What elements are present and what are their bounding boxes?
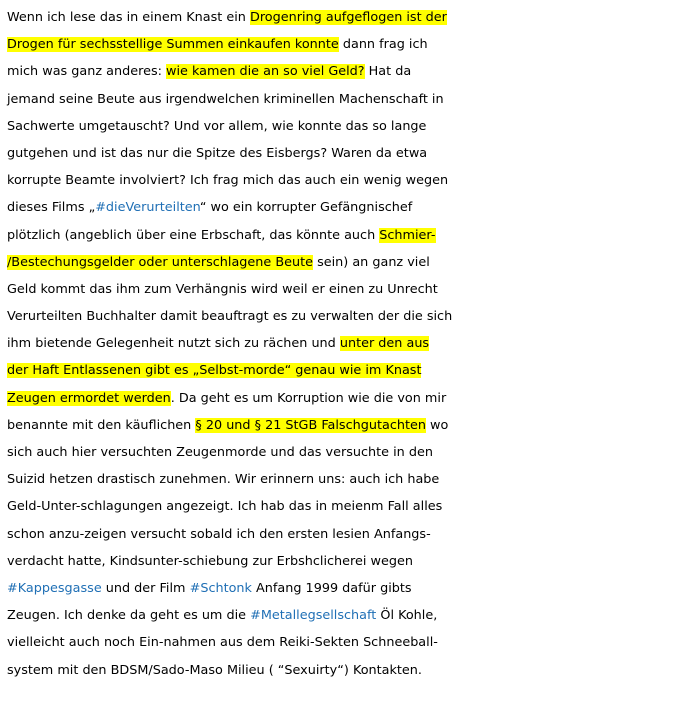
text-segment: ihm bietende Gelegenheit nutzt sich zu rächen und [7, 336, 340, 352]
highlighted-text: Drogenring aufgeflogen ist der [249, 10, 447, 25]
hashtag-link[interactable]: #Schtonk [189, 580, 252, 596]
highlighted-text: unter den aus [339, 336, 430, 352]
text-line [7, 167, 680, 194]
text-line [7, 86, 680, 113]
hashtag-link[interactable]: #dieVerurteilten [95, 200, 200, 216]
text-segment: Verurteilten Buchhalter damit beauftragt es zu verwalten der die sich [7, 309, 453, 325]
text-segment: Suizid hetzen drastisch zunehmen. Wir erinnern uns: auch ich habe [7, 472, 440, 488]
text-line [7, 629, 680, 656]
text-line [7, 194, 680, 221]
text-line [7, 276, 680, 303]
text-line [7, 412, 680, 439]
text-segment: dieses Films „ [7, 200, 96, 216]
text-line [7, 140, 680, 167]
text-segment: sich auch hier versuchten Zeugenmorde und das versuchte in den [7, 445, 433, 460]
text-segment: dann frag ich [338, 37, 428, 53]
highlighted-text: wie kamen die an so viel Geld? [166, 64, 365, 80]
text-segment: “ wo ein korrupter Gefängnischef [199, 200, 413, 216]
text-line [7, 31, 680, 58]
text-segment: verdacht hatte, Kindsunter-schiebung zur Erbshclicherei wegen [7, 553, 413, 569]
text-line [7, 330, 680, 357]
text-line [7, 4, 680, 31]
text-line [7, 357, 680, 384]
text-segment: korrupte Beamte involviert? Ich frag mich das auch ein wenig wegen [7, 173, 449, 189]
text-segment: Anfang 1999 dafür gibts [251, 580, 412, 596]
text-segment: gutgehen und ist das nur die Spitze des Eisbergs? Waren da etwa [7, 145, 428, 161]
highlighted-text: /Bestechungsgelder oder unterschlagene Beute [7, 254, 313, 270]
text-segment: plötzlich (angeblich über eine Erbschaft, das könnte auch [7, 227, 380, 243]
highlighted-text: Zeugen ermordet werden [7, 390, 171, 406]
text-line [7, 493, 680, 520]
text-segment: Geld-Unter-schlagungen angezeigt. Ich hab das in meienm Fall alles [7, 499, 443, 515]
text-line [7, 385, 680, 412]
text-line [7, 466, 680, 493]
text-line [7, 58, 680, 85]
text-line [7, 521, 680, 548]
text-line [7, 222, 680, 249]
text-segment: Öl Kohle, [376, 608, 438, 624]
text-line [7, 602, 680, 629]
text-segment: vielleicht auch noch Ein-nahmen aus dem Reiki-Sekten Schneeball- [7, 635, 438, 651]
text-segment: Zeugen. Ich denke da geht es um die [7, 608, 251, 624]
text-line [7, 548, 680, 575]
highlighted-text: der Haft Entlassenen gibt es „Selbst-morde“ genau wie im Knast [7, 363, 422, 379]
highlighted-text: § 20 und § 21 StGB Falschgutachten [195, 417, 426, 433]
text-segment: Geld kommt das ihm zum Verhängnis wird weil er einen zu Unrecht [7, 281, 438, 297]
text-segment: benannte mit den käuflichen [7, 417, 196, 433]
highlighted-text: Schmier- [379, 227, 436, 243]
text-segment: jemand seine Beute aus irgendwelchen kriminellen Machenschaft in [7, 91, 444, 107]
text-line [7, 439, 680, 466]
text-segment: sein) an ganz viel [313, 254, 430, 270]
text-segment: . Da geht es um Korruption wie die von mir [170, 390, 447, 406]
text-segment: Hat da [364, 64, 412, 80]
text-segment: wo [425, 417, 449, 433]
hashtag-link[interactable]: #Kappesgasse [7, 580, 102, 596]
text-segment: Sachwerte umgetauscht? Und vor allem, wie konnte das so lange [7, 118, 427, 134]
text-segment: und der Film [101, 580, 190, 596]
highlighted-text: Drogen für sechsstellige Summen einkaufen konnte [7, 37, 339, 53]
text-line [7, 575, 680, 602]
text-segment: Wenn ich lese das in einem Knast ein [7, 10, 250, 25]
text-segment: system mit den BDSM/Sado-Maso Milieu ( “Sexuirty“) Kontakten. [7, 662, 422, 678]
text-line [7, 249, 680, 276]
hashtag-link[interactable]: #Metallegsellschaft [250, 608, 377, 624]
text-line [7, 657, 680, 684]
text-segment: mich was ganz anderes: [7, 64, 166, 80]
text-line [7, 113, 680, 140]
text-segment: schon anzu-zeigen versucht sobald ich den ersten lesien Anfangs- [7, 526, 431, 542]
text-line [7, 303, 680, 330]
